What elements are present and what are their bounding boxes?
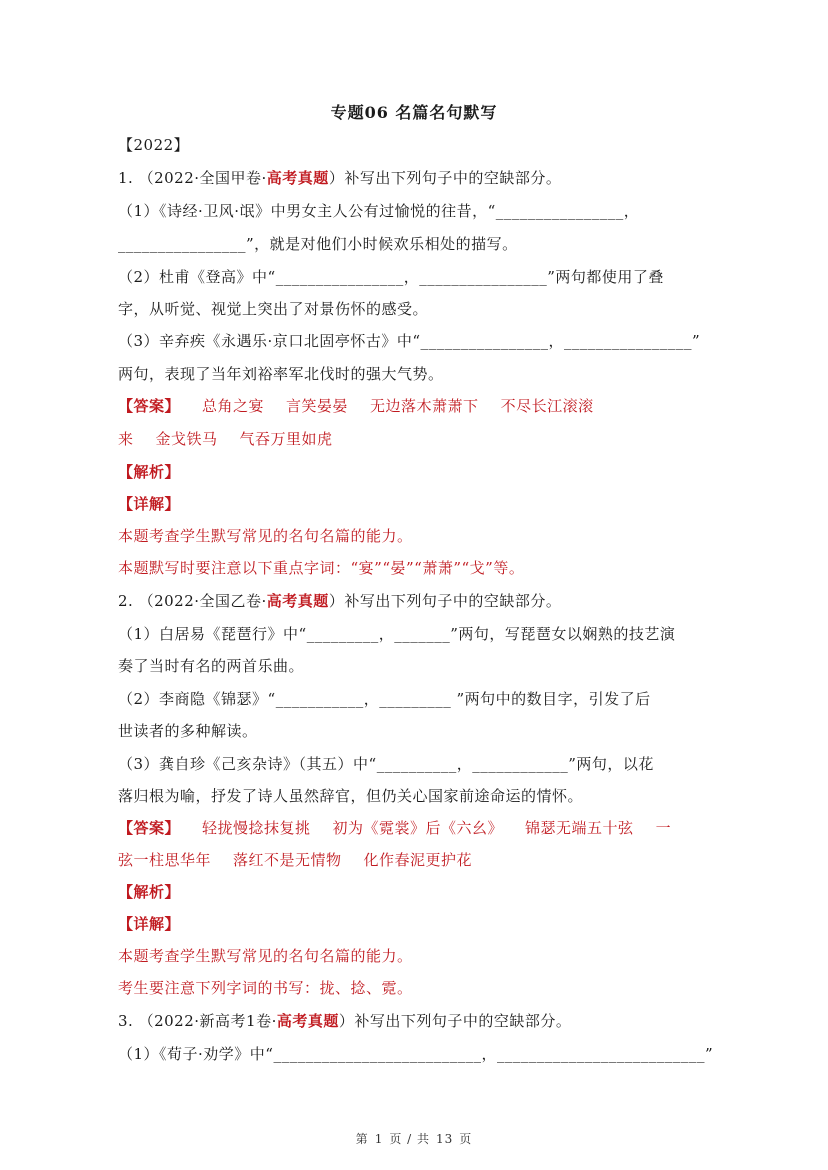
q1-answer-line2 [118,428,333,449]
current-page-number: 1 [374,1132,384,1146]
q3-tag: 高考真题 [276,1012,339,1030]
q2-answer-4: 一 [655,819,672,837]
q1-suffix: ）补写出下列句子中的空缺部分。 [328,169,562,187]
q1-detail-2: 本题默写时要注意以下重点字词：“宴”“晏”“萧萧”“戈”等。 [118,559,525,577]
q2-answer-2: 初为《霓裳》后《六幺》 [332,819,504,837]
q1-prefix: 1. （2022·全国甲卷· [118,169,267,187]
q1-answer-3: 无边落木萧萧下 [370,397,479,415]
q2-sub1-line1: （1）白居易《琵琶行》中“_________，_______”两句，写琵琶女以娴熟的技艺演 [118,625,676,643]
page-title: 专题06 名篇名句默写 [330,103,498,122]
q1-sub1-line1: （1）《诗经·卫风·氓》中男女主人公有过愉悦的往昔，“________________， [118,202,640,220]
q1-sub3-line2: 两句，表现了当年刘裕率军北伐时的强大气势。 [118,365,444,383]
q2-answer-line1 [118,817,671,838]
q2-prefix: 2. （2022·全国乙卷· [118,592,267,610]
q2-detail-label: 【详解】 [118,915,181,933]
q2-answer-6: 落红不是无情物 [233,851,342,869]
q2-sub1-line2: 奏了当时有名的两首乐曲。 [118,657,305,675]
q1-answer-2: 言笑晏晏 [286,397,349,415]
q2-sub2-line1: （2）李商隐《锦瑟》“___________，_________ ”两句中的数目字，引发了后 [118,690,651,708]
q2-sub3-line2: 落归根为喻，抒发了诗人虽然辞官，但仍关心国家前途命运的情怀。 [118,787,584,805]
year-heading: 【2022】 [118,136,190,154]
footer-suffix: 页 [459,1132,473,1146]
q2-answer-3: 锦瑟无端五十弦 [525,819,634,837]
q2-sub2-line2: 世读者的多种解读。 [118,722,258,740]
q2-answer-label: 【答案】 [118,819,181,837]
q2-suffix: ）补写出下列句子中的空缺部分。 [328,592,562,610]
q3-prefix: 3. （2022·新高考1卷· [118,1012,277,1030]
question-3-heading [118,1010,571,1031]
q1-tag: 高考真题 [266,169,329,187]
q1-sub2-line1: （2）杜甫《登高》中“________________，________________”两句都使用了叠 [118,268,664,286]
q2-sub3-line1: （3）龚自珍《己亥杂诗》（其五）中“__________，____________”两句，以花 [118,755,654,773]
q1-answer-5: 来 [118,430,134,448]
page-footer [0,1130,828,1147]
q2-answer-5: 弦一柱思华年 [118,851,212,869]
q1-sub2-line2: 字，从听觉、视觉上突出了对景伤怀的感受。 [118,300,429,318]
q2-tag: 高考真题 [266,592,329,610]
total-page-count: 13 [436,1132,454,1146]
q1-detail-label: 【详解】 [118,495,181,513]
q1-sub3-line1: （3）辛弃疾《永遇乐·京口北固亭怀古》中“________________，________________” [118,332,701,350]
q2-answer-7: 化作春泥更护花 [363,851,473,869]
q2-detail-2: 考生要注意下列字词的书写：拢、捻、霓。 [118,979,413,997]
q3-suffix: ）补写出下列句子中的空缺部分。 [338,1012,572,1030]
q2-detail-1: 本题考查学生默写常见的名句名篇的能力。 [118,947,413,965]
q1-answer-4: 不尽长江滚滚 [500,397,594,415]
q1-answer-1: 总角之宴 [202,397,265,415]
q1-answer-line1 [118,395,594,416]
q1-answer-label: 【答案】 [118,397,181,415]
footer-prefix: 第 [355,1132,369,1146]
q2-analysis-label: 【解析】 [118,883,181,901]
q1-answer-6: 金戈铁马 [155,430,218,448]
footer-middle: 页 / 共 [389,1132,431,1146]
q1-detail-1: 本题考查学生默写常见的名句名篇的能力。 [118,527,413,545]
q3-sub1-line1: （1）《荀子·劝学》中“__________________________，__________________________” [118,1045,714,1063]
question-1-heading [118,167,561,188]
q2-answer-line2 [118,849,472,870]
question-2-heading [118,590,561,611]
q1-analysis-label: 【解析】 [118,463,181,481]
q1-answer-7: 气吞万里如虎 [239,430,333,448]
q1-sub1-line2: ________________”，就是对他们小时候欢乐相处的描写。 [118,235,518,253]
q2-answer-1: 轻拢慢捻抹复挑 [202,819,311,837]
